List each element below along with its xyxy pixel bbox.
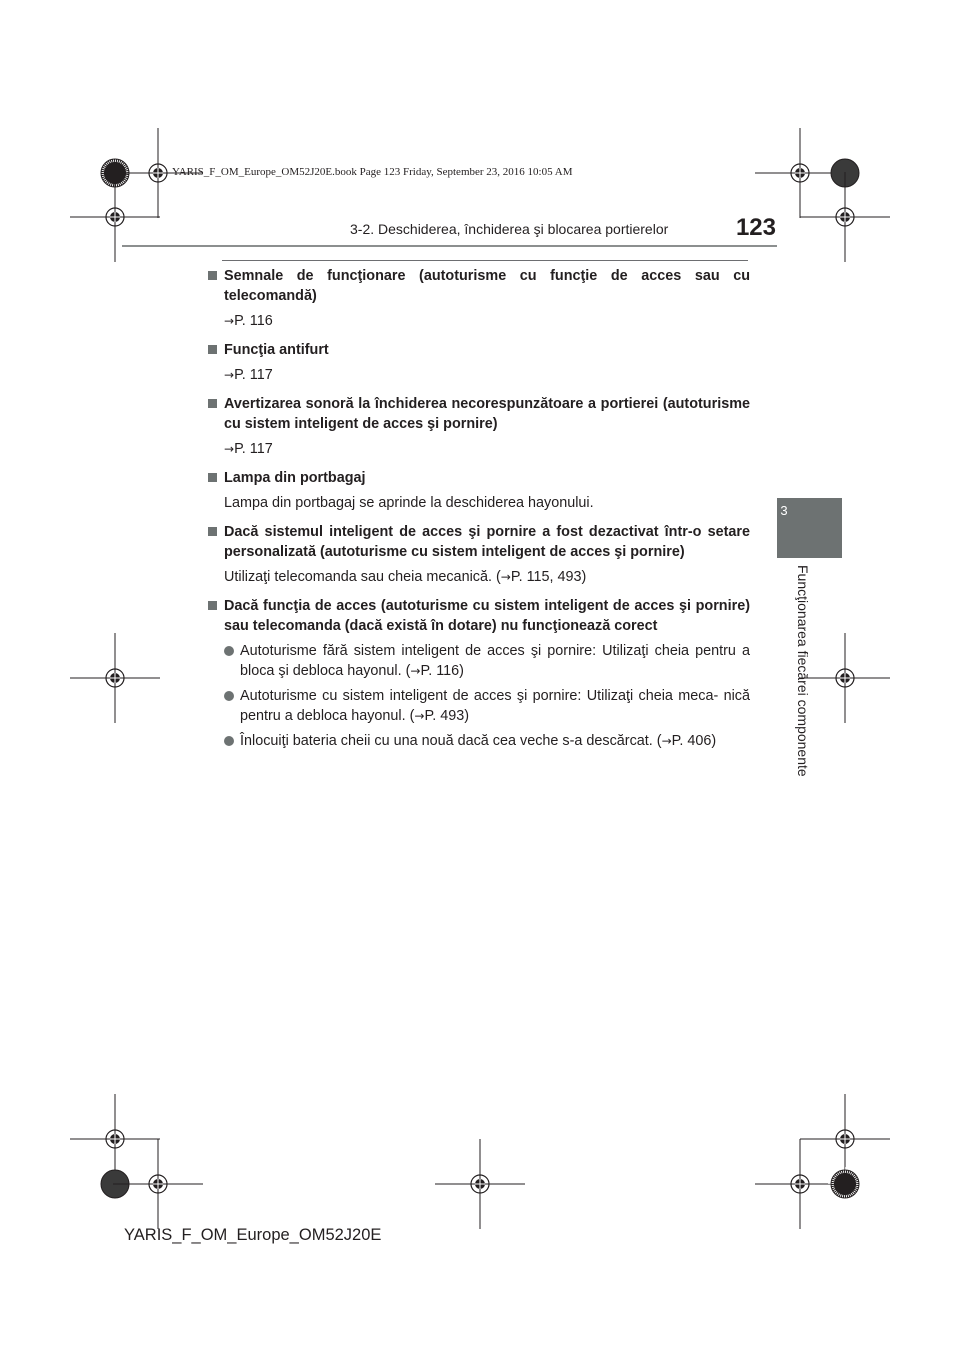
section-trunk-lamp [208,468,750,513]
round-bullet-icon [224,736,234,746]
arrow-right-icon: → [224,368,235,382]
crosshair-mark-top-left-lower [70,172,160,262]
page-number: 123 [735,214,776,241]
section-heading: Avertizarea sonoră la închiderea necorespunzătoare a portierei (autoturisme cu sistem inteligent de acces şi pornire) [224,396,750,432]
square-bullet-icon [208,345,217,354]
footer-document-code: YARIS_F_OM_Europe_OM52J20E [124,1226,382,1244]
header-rule [122,245,777,247]
square-bullet-icon [208,527,217,536]
page-reference[interactable]: P. 115, 493) [510,569,587,585]
main-content [208,266,750,760]
section-heading: Funcţia antifurt [224,342,329,358]
square-bullet-icon [208,601,217,610]
section-text: Lampa din portbagaj se aprinde la deschiderea hayonului. [224,495,594,511]
crosshair-mark-bottom-center [435,1139,525,1229]
section-heading: Dacă funcţia de acces (autoturisme cu sistem inteligent de acces şi pornire) sau telecomanda (dacă există în dotare) nu funcţionează corect [224,598,750,634]
book-info-line: YARIS_F_OM_Europe_OM52J20E.book Page 123 Friday, September 23, 2016 10:05 AM [172,166,573,178]
page-reference[interactable]: →P. 117 [224,367,273,383]
crosshair-mark-mid-right [800,633,890,723]
arrow-right-icon: → [500,570,511,584]
arrow-right-icon: → [224,442,235,456]
crosshair-mark-bottom-left [113,1139,203,1229]
crosshair-mark-top-right-lower [800,172,890,262]
section-entry-malfunction [208,596,750,751]
section-heading: Dacă sistemul inteligent de acces şi pornire a fost dezactivat într-o setare personalizată (autoturisme cu sistem inteligent de acces şi pornire) [224,524,750,560]
page-reference[interactable]: P. 493) [424,708,470,724]
section-text: Utilizaţi telecomanda sau cheia mecanică. (→P. 115, 493) [224,569,587,585]
arrow-right-icon: → [414,709,425,723]
running-header-title: 3-2. Deschiderea, închiderea şi blocarea portierelor [350,221,669,237]
arrow-right-icon: → [661,734,672,748]
arrow-right-icon: → [224,314,235,328]
round-bullet-icon [224,691,234,701]
section-heading: Semnale de funcţionare (autoturisme cu funcţie de acces sau cu telecomandă) [224,268,750,304]
list-item: Autoturisme fără sistem inteligent de acces şi pornire: Utilizaţi cheia pentru a bloca şi debloca hayonul. (→P. 116) [224,641,750,681]
section-door-warning [208,394,750,459]
square-bullet-icon [208,271,217,280]
list-item: Autoturisme cu sistem inteligent de acces şi pornire: Utilizaţi cheia meca- nică pentru a debloca hayonul. (→P. 493) [224,686,750,726]
square-bullet-icon [208,473,217,482]
section-smart-entry-disabled [208,522,750,587]
square-bullet-icon [208,399,217,408]
page-reference[interactable]: P. 116) [420,663,464,679]
crosshair-mark-mid-left [70,633,160,723]
page-reference[interactable]: →P. 116 [224,313,273,329]
round-bullet-icon [224,646,234,656]
chapter-side-label: Funcţionarea fiecărei componente [795,565,811,777]
section-antitheft [208,340,750,385]
chapter-number: 3 [780,503,788,518]
page-reference[interactable]: →P. 117 [224,441,273,457]
arrow-right-icon: → [410,664,421,678]
sunburst-mark-bottom-right [831,1170,859,1198]
section-operation-signals [208,266,750,331]
section-top-rule [222,260,748,261]
list-item: Înlocuiţi bateria cheii cu una nouă dacă cea veche s-a descărcat. (→P. 406) [224,731,750,751]
section-heading: Lampa din portbagaj [224,470,366,486]
page-reference[interactable]: P. 406) [671,733,717,749]
